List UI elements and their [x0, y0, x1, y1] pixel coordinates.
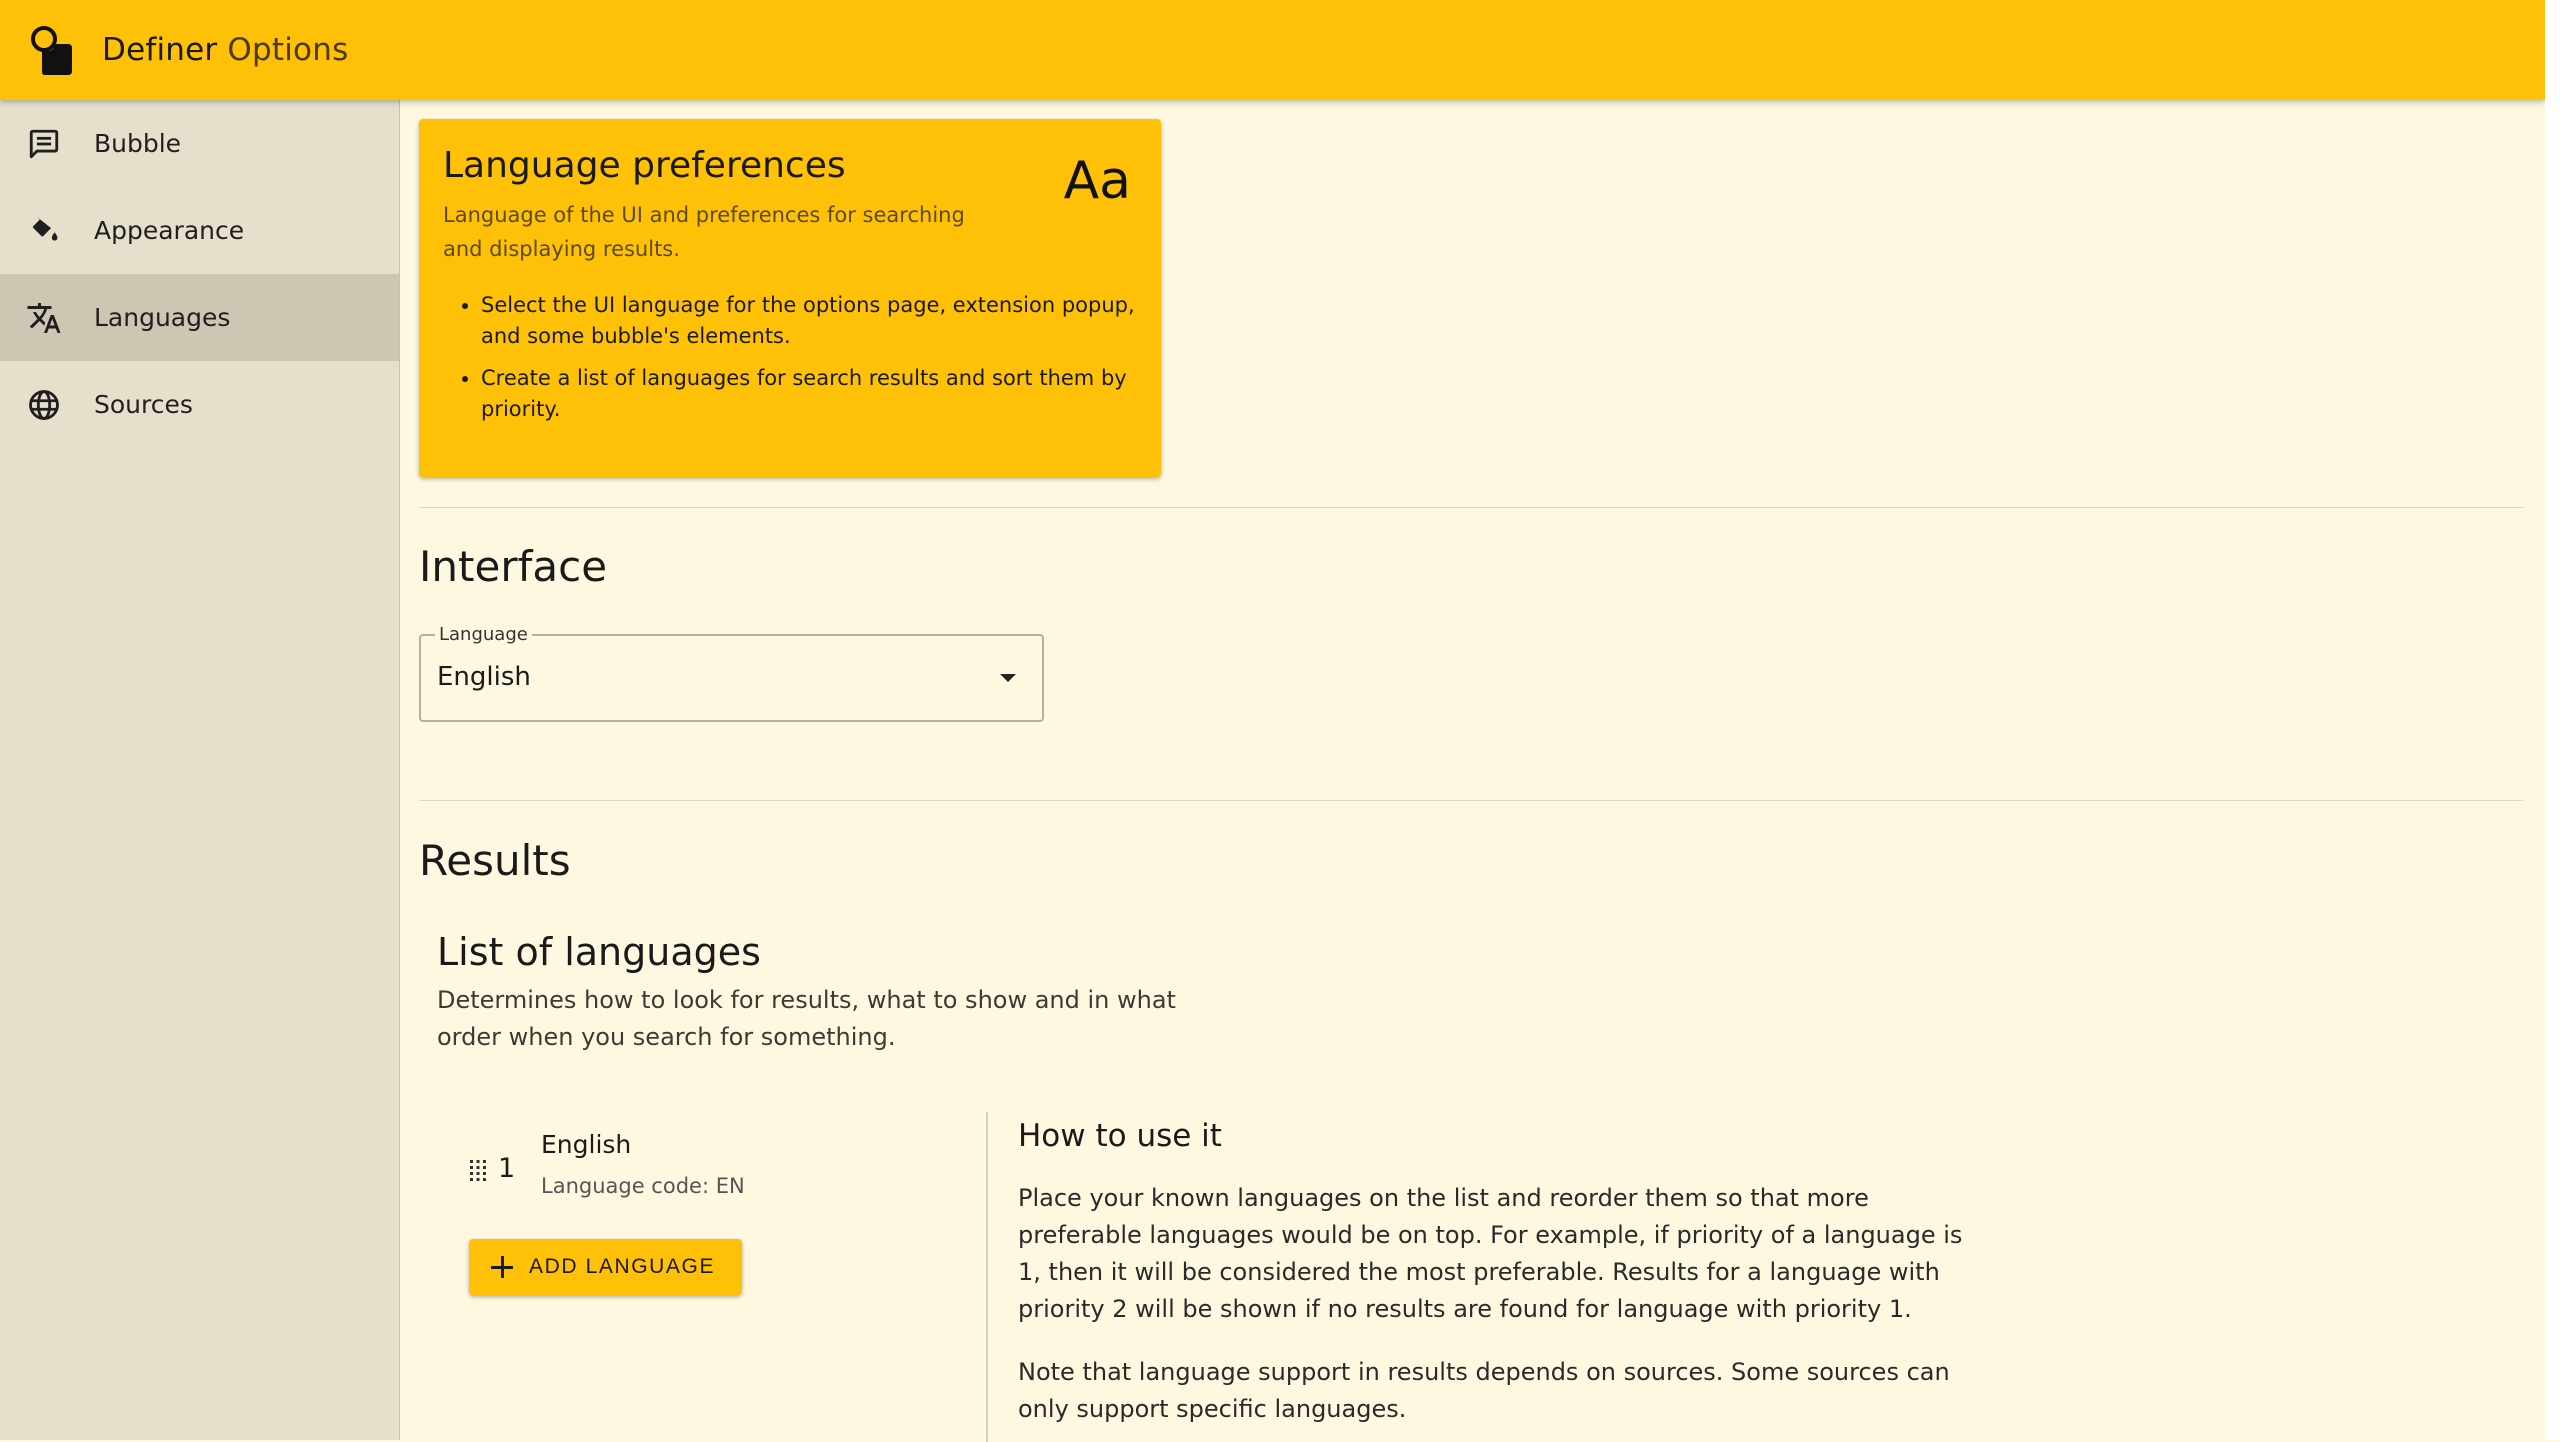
drag-handle-icon[interactable]: [468, 1158, 488, 1182]
card-title: Language preferences: [443, 145, 846, 186]
language-preferences-card: [419, 119, 1161, 477]
sidebar-item-bubble[interactable]: [0, 100, 399, 187]
section-divider: [419, 507, 2523, 508]
card-bullet: • Create a list of languages for search results and sort them by priority.: [481, 363, 1137, 425]
sidebar-item-label: Languages: [94, 303, 231, 332]
list-of-languages-description: Determines how to look for results, what to show and in what order when you search for something.: [437, 986, 1176, 1051]
select-label: Language: [435, 624, 532, 645]
sidebar-item-languages[interactable]: [0, 274, 399, 361]
add-language-label: ADD LANGUAGE: [529, 1255, 716, 1278]
app-bar: [0, 0, 2545, 100]
sidebar-item-label: Bubble: [94, 129, 182, 158]
sidebar-item-label: Sources: [94, 390, 193, 419]
how-to-use-note: Note that language support in results depends on sources. Some sources can only support specific languages.: [1018, 1358, 1950, 1423]
app-name: Definer: [102, 32, 218, 68]
language-name: English: [541, 1130, 632, 1159]
paint-bucket-icon: [26, 213, 62, 249]
app-subtitle: Options: [227, 32, 349, 68]
sidebar-item-sources[interactable]: [0, 361, 399, 448]
sidebar-item-label: Appearance: [94, 216, 245, 245]
results-heading: Results: [419, 836, 571, 885]
sidebar: [0, 100, 400, 1440]
translate-icon: [26, 300, 62, 336]
plus-icon: [491, 1256, 513, 1278]
select-value: English: [437, 662, 531, 692]
add-language-button[interactable]: [469, 1239, 742, 1295]
globe-icon: [26, 387, 62, 423]
card-bullet: • Select the UI language for the options page, extension popup, and some bubble's elements.: [481, 290, 1137, 352]
chat-bubble-icon: [26, 126, 62, 162]
dropdown-arrow-icon: [1000, 674, 1016, 682]
sidebar-item-appearance[interactable]: [0, 187, 399, 274]
font-glyph-icon: Aa: [1063, 151, 1131, 211]
interface-heading: Interface: [419, 542, 608, 591]
section-divider: [419, 800, 2523, 801]
language-code: Language code: EN: [541, 1174, 745, 1198]
card-bullet-list: [443, 290, 1137, 425]
ui-language-select[interactable]: [419, 624, 1044, 722]
card-description: Language of the UI and preferences for searching and displaying results.: [443, 203, 965, 261]
language-priority: 1: [498, 1153, 516, 1184]
app-title: [102, 32, 348, 68]
list-of-languages-heading: List of languages: [437, 930, 761, 974]
vertical-divider: [986, 1112, 988, 1442]
how-to-use-paragraph: Place your known languages on the list and reorder them so that more preferable languages would be on top. For example, if priority of a language is 1, then it will be considered the most preferable. Results for a language with priority 2 will be shown if no results are found for language with priority 1.: [1018, 1184, 1963, 1323]
scrollbar[interactable]: [2545, 0, 2560, 1440]
language-list-item: [468, 1110, 918, 1210]
definer-logo-icon: [28, 24, 80, 76]
main-content: [400, 100, 2545, 1440]
how-to-use-heading: How to use it: [1018, 1118, 1222, 1154]
